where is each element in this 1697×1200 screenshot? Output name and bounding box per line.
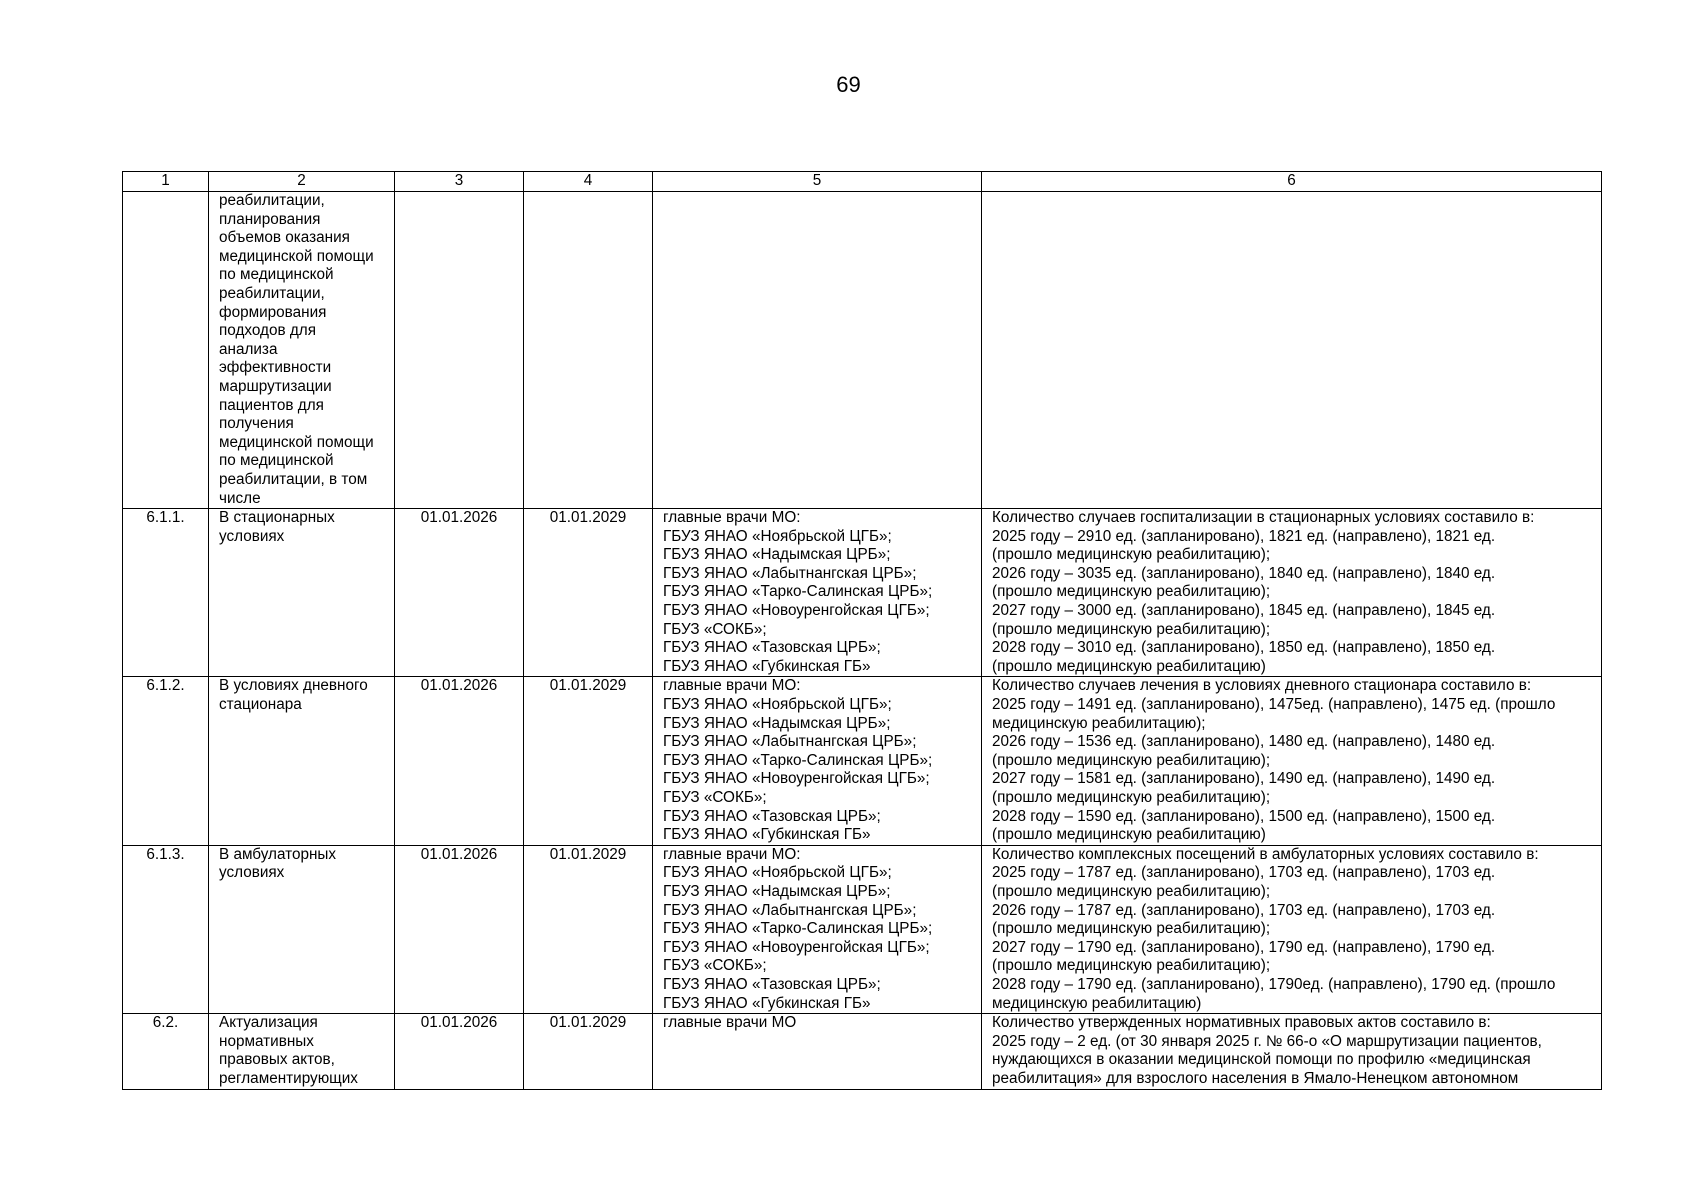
result-line: медицинскую реабилитацию); <box>992 714 1206 732</box>
result-line: (прошло медицинскую реабилитацию); <box>992 920 1271 938</box>
result-line: реабилитация» для взрослого населения в Ямало-Ненецком автономном <box>992 1069 1519 1087</box>
cell-end-date <box>524 192 653 509</box>
executor-line: ГБУЗ ЯНАО «Лабытнангская ЦРБ»; <box>663 564 917 582</box>
column-header-2: 2 <box>209 172 395 192</box>
cell-num: 6.1.1. <box>123 509 209 677</box>
result-line: (прошло медицинскую реабилитацию); <box>992 620 1271 638</box>
executor-line: главные врачи МО <box>663 1014 797 1032</box>
cell-executors <box>653 677 982 845</box>
result-line: 2025 году – 2910 ед. (запланировано), 1821 ед. (направлено), 1821 ед. <box>992 527 1496 545</box>
name-line: реабилитации, <box>219 284 325 302</box>
name-line: регламентирующих <box>219 1069 358 1087</box>
name-line: В амбулаторных <box>219 845 337 863</box>
cell-end-date: 01.01.2029 <box>524 1014 653 1089</box>
executor-line: ГБУЗ ЯНАО «Тазовская ЦРБ»; <box>663 975 881 993</box>
cell-start-date: 01.01.2026 <box>395 677 524 845</box>
result-line: Количество утвержденных нормативных правовых актов составило в: <box>992 1014 1491 1032</box>
cell-name <box>209 1014 395 1089</box>
column-header-6: 6 <box>982 172 1602 192</box>
cell-end-date: 01.01.2029 <box>524 509 653 677</box>
executor-line: ГБУЗ ЯНАО «Надымская ЦРБ»; <box>663 546 891 564</box>
cell-result <box>982 192 1602 509</box>
name-line: пациентов для <box>219 396 324 414</box>
result-line: (прошло медицинскую реабилитацию) <box>992 657 1266 675</box>
executor-line: ГБУЗ ЯНАО «Тарко-Салинская ЦРБ»; <box>663 751 933 769</box>
name-line: В условиях дневного <box>219 677 368 695</box>
cell-executors <box>653 845 982 1013</box>
executor-line: ГБУЗ ЯНАО «Тарко-Салинская ЦРБ»; <box>663 920 933 938</box>
executor-line: ГБУЗ ЯНАО «Губкинская ГБ» <box>663 657 871 675</box>
result-line: 2026 году – 1787 ед. (запланировано), 1703 ед. (направлено), 1703 ед. <box>992 901 1496 919</box>
name-line: по медицинской <box>219 266 334 284</box>
result-line: 2027 году – 1790 ед. (запланировано), 1790 ед. (направлено), 1790 ед. <box>992 938 1496 956</box>
result-line: (прошло медицинскую реабилитацию); <box>992 546 1271 564</box>
table-row <box>123 845 1602 1013</box>
result-line: 2025 году – 1491 ед. (запланировано), 1475ед. (направлено), 1475 ед. (прошло <box>992 696 1556 714</box>
executor-line: ГБУЗ ЯНАО «Ноябрьской ЦГБ»; <box>663 696 892 714</box>
table-row <box>123 1014 1602 1089</box>
name-line: правовых актов, <box>219 1051 335 1069</box>
executor-line: ГБУЗ ЯНАО «Тазовская ЦРБ»; <box>663 639 881 657</box>
result-line: (прошло медицинскую реабилитацию); <box>992 583 1271 601</box>
result-line: 2025 году – 2 ед. (от 30 января 2025 г. № 66-о «О маршрутизации пациентов, <box>992 1032 1542 1050</box>
result-line: Количество комплексных посещений в амбулаторных условиях составило в: <box>992 845 1539 863</box>
cell-num: 6.2. <box>123 1014 209 1089</box>
cell-start-date <box>395 192 524 509</box>
name-line: нормативных <box>219 1032 314 1050</box>
result-line: (прошло медицинскую реабилитацию); <box>992 882 1271 900</box>
cell-num <box>123 192 209 509</box>
cell-name <box>209 845 395 1013</box>
name-line: В стационарных <box>219 509 335 527</box>
name-line: объемов оказания <box>219 229 350 247</box>
executor-line: ГБУЗ ЯНАО «Лабытнангская ЦРБ»; <box>663 901 917 919</box>
name-line: по медицинской <box>219 452 334 470</box>
result-line: 2027 году – 1581 ед. (запланировано), 1490 ед. (направлено), 1490 ед. <box>992 770 1496 788</box>
result-line: 2026 году – 1536 ед. (запланировано), 1480 ед. (направлено), 1480 ед. <box>992 733 1496 751</box>
result-line: 2028 году – 1790 ед. (запланировано), 1790ед. (направлено), 1790 ед. (прошло <box>992 975 1556 993</box>
result-line: нуждающихся в оказании медицинской помощи по профилю «медицинская <box>992 1051 1531 1069</box>
executor-line: главные врачи МО: <box>663 677 801 695</box>
executor-line: ГБУЗ ЯНАО «Ноябрьской ЦГБ»; <box>663 864 892 882</box>
cell-name <box>209 677 395 845</box>
name-line: анализа <box>219 340 278 358</box>
name-line: формирования <box>219 303 327 321</box>
header-row <box>123 172 1602 192</box>
cell-end-date: 01.01.2029 <box>524 677 653 845</box>
name-line: медицинской помощи <box>219 433 374 451</box>
result-line: 2026 году – 3035 ед. (запланировано), 1840 ед. (направлено), 1840 ед. <box>992 564 1496 582</box>
result-line: 2028 году – 1590 ед. (запланировано), 1500 ед. (направлено), 1500 ед. <box>992 807 1496 825</box>
name-line: стационара <box>219 696 302 714</box>
result-line: 2025 году – 1787 ед. (запланировано), 1703 ед. (направлено), 1703 ед. <box>992 864 1496 882</box>
name-line: реабилитации, <box>219 192 325 209</box>
result-line: (прошло медицинскую реабилитацию) <box>992 826 1266 844</box>
name-line: числе <box>219 489 261 507</box>
result-line: 2027 году – 3000 ед. (запланировано), 1845 ед. (направлено), 1845 ед. <box>992 602 1496 620</box>
executor-line: ГБУЗ «СОКБ»; <box>663 789 767 806</box>
cell-executors <box>653 509 982 677</box>
column-header-1: 1 <box>123 172 209 192</box>
name-line: условиях <box>219 527 285 545</box>
table-row <box>123 677 1602 845</box>
executor-line: главные врачи МО: <box>663 845 801 863</box>
cell-result <box>982 1014 1602 1089</box>
name-line: эффективности <box>219 359 332 377</box>
cell-name <box>209 192 395 509</box>
name-line: условиях <box>219 864 285 882</box>
executor-line: ГБУЗ ЯНАО «Тарко-Салинская ЦРБ»; <box>663 583 933 601</box>
column-header-5: 5 <box>653 172 982 192</box>
cell-start-date: 01.01.2026 <box>395 1014 524 1089</box>
executor-line: ГБУЗ ЯНАО «Тазовская ЦРБ»; <box>663 807 881 825</box>
page-number: 69 <box>836 72 861 97</box>
executor-line: ГБУЗ ЯНАО «Надымская ЦРБ»; <box>663 882 891 900</box>
cell-executors <box>653 1014 982 1089</box>
executor-line: ГБУЗ ЯНАО «Новоуренгойская ЦГБ»; <box>663 602 930 620</box>
name-line: медицинской помощи <box>219 247 374 265</box>
cell-end-date: 01.01.2029 <box>524 845 653 1013</box>
executor-line: ГБУЗ «СОКБ»; <box>663 957 767 975</box>
result-line: (прошло медицинскую реабилитацию); <box>992 957 1271 975</box>
executor-line: ГБУЗ ЯНАО «Новоуренгойская ЦГБ»; <box>663 770 930 788</box>
executor-line: главные врачи МО: <box>663 509 801 527</box>
plan-table <box>122 171 1602 1090</box>
result-line: Количество случаев госпитализации в стационарных условиях составило в: <box>992 509 1535 527</box>
cell-name <box>209 509 395 677</box>
executor-line: ГБУЗ «СОКБ»; <box>663 620 767 638</box>
table-row-continuation <box>123 192 1602 509</box>
cell-result <box>982 677 1602 845</box>
cell-start-date: 01.01.2026 <box>395 509 524 677</box>
cell-num: 6.1.3. <box>123 845 209 1013</box>
cell-executors <box>653 192 982 509</box>
table-row <box>123 509 1602 677</box>
result-line: (прошло медицинскую реабилитацию); <box>992 789 1271 806</box>
name-line: маршрутизации <box>219 377 332 395</box>
cell-num: 6.1.2. <box>123 677 209 845</box>
column-header-4: 4 <box>524 172 653 192</box>
executor-line: ГБУЗ ЯНАО «Губкинская ГБ» <box>663 994 871 1012</box>
result-line: Количество случаев лечения в условиях дневного стационара составило в: <box>992 677 1532 695</box>
executor-line: ГБУЗ ЯНАО «Ноябрьской ЦГБ»; <box>663 527 892 545</box>
name-line: подходов для <box>219 322 316 340</box>
executor-line: ГБУЗ ЯНАО «Лабытнангская ЦРБ»; <box>663 733 917 751</box>
cell-result <box>982 509 1602 677</box>
cell-result <box>982 845 1602 1013</box>
name-line: получения <box>219 415 294 433</box>
result-line: 2028 году – 3010 ед. (запланировано), 1850 ед. (направлено), 1850 ед. <box>992 639 1496 657</box>
name-line: реабилитации, в том <box>219 470 368 488</box>
result-line: медицинскую реабилитацию) <box>992 994 1202 1012</box>
name-line: Актуализация <box>219 1014 318 1032</box>
executor-line: ГБУЗ ЯНАО «Надымская ЦРБ»; <box>663 714 891 732</box>
result-line: (прошло медицинскую реабилитацию); <box>992 751 1271 769</box>
column-header-3: 3 <box>395 172 524 192</box>
cell-start-date: 01.01.2026 <box>395 845 524 1013</box>
executor-line: ГБУЗ ЯНАО «Новоуренгойская ЦГБ»; <box>663 938 930 956</box>
executor-line: ГБУЗ ЯНАО «Губкинская ГБ» <box>663 826 871 844</box>
name-line: планирования <box>219 210 321 228</box>
